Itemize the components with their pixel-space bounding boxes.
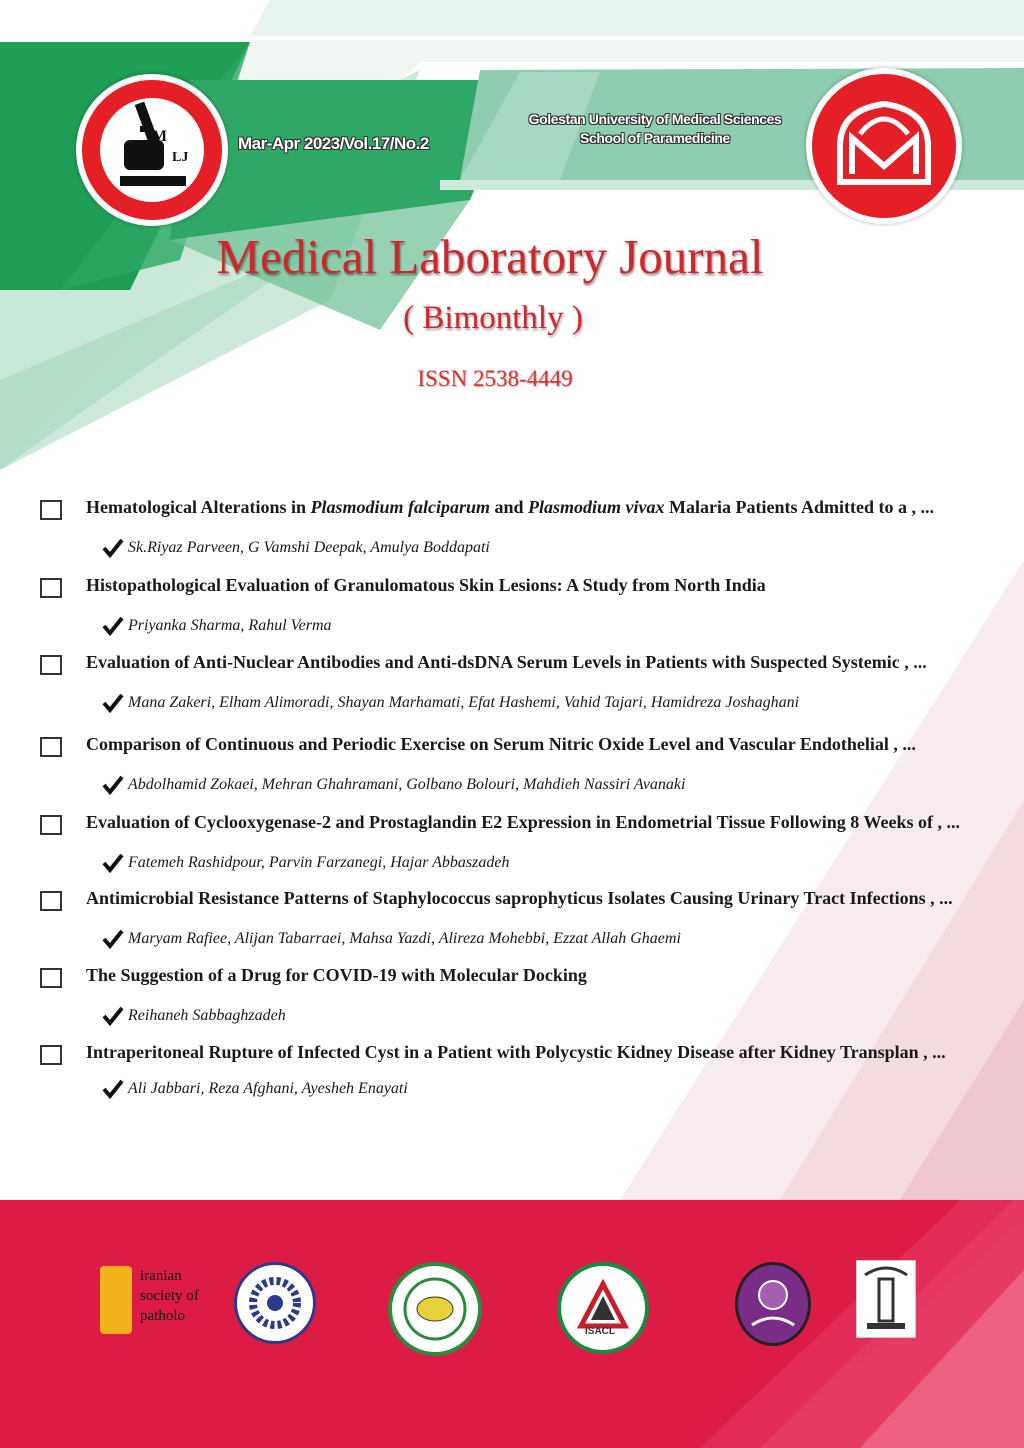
checkmark-icon bbox=[102, 1079, 124, 1099]
article-authors: Fatemeh Rashidpour, Parvin Farzanegi, Hajar Abbaszadeh bbox=[128, 854, 510, 871]
article-title[interactable]: The Suggestion of a Drug for COVID-19 with Molecular Docking bbox=[86, 965, 587, 985]
article-authors: Reihaneh Sabbaghzadeh bbox=[128, 1007, 286, 1024]
parasitology-society-logo bbox=[234, 1262, 316, 1344]
article-authors: Priyanka Sharma, Rahul Verma bbox=[128, 617, 332, 634]
checkmark-icon bbox=[102, 929, 124, 949]
microscope-icon bbox=[82, 80, 222, 220]
checkmark-icon bbox=[102, 1006, 124, 1026]
checkmark-icon bbox=[102, 693, 124, 713]
article-authors: Mana Zakeri, Elham Alimoradi, Shayan Marhamati, Efat Hashemi, Vahid Tajari, Hamidreza Joshaghani bbox=[128, 694, 800, 711]
school-name: School of Paramedicine bbox=[580, 130, 730, 146]
article-title[interactable]: Antimicrobial Resistance Patterns of Staphylococcus saprophyticus Isolates Causing Urinary Tract Infections , ... bbox=[86, 888, 953, 908]
society-text-line2: society of bbox=[140, 1288, 199, 1304]
checkmark-icon bbox=[102, 616, 124, 636]
society-text-line3: patholo bbox=[140, 1308, 185, 1324]
scientific-society-logo bbox=[388, 1262, 482, 1356]
triangle-emblem-icon bbox=[561, 1266, 645, 1350]
society-emblem-icon bbox=[100, 1266, 132, 1334]
article-authors: Abdolhamid Zokaei, Mehran Ghahramani, Golbano Bolouri, Mahdieh Nassiri Avanaki bbox=[128, 776, 686, 793]
issue-info: Mar-Apr 2023/Vol.17/No.2 bbox=[238, 134, 429, 153]
cell-emblem-icon bbox=[392, 1266, 478, 1352]
article-title[interactable]: Histopathological Evaluation of Granulomatous Skin Lesions: A Study from North India bbox=[86, 575, 766, 595]
university-name: Golestan University of Medical Sciences bbox=[528, 111, 782, 127]
checkbox-icon bbox=[40, 968, 62, 988]
article-title[interactable]: Hematological Alterations in Plasmodium falciparum and Plasmodium vivax Malaria Patients Admitted to a , ... bbox=[86, 497, 935, 517]
checkbox-icon bbox=[40, 1045, 62, 1065]
checkbox-icon bbox=[40, 737, 62, 757]
article-authors: Ali Jabbari, Reza Afghani, Ayesheh Enayati bbox=[128, 1080, 408, 1097]
issn: ISSN 2538-4449 bbox=[417, 366, 573, 391]
mlj-logo bbox=[76, 74, 228, 226]
checkbox-icon bbox=[40, 891, 62, 911]
society-text-line1: iranian bbox=[140, 1268, 182, 1284]
article-authors: Maryam Rafiee, Alijan Tabarraei, Mahsa Yazdi, Alireza Mohebbi, Ezzat Allah Ghaemi bbox=[128, 930, 681, 947]
journal-subtitle: ( Bimonthly ) bbox=[403, 300, 583, 336]
checkbox-icon bbox=[40, 655, 62, 675]
column-society-logo bbox=[856, 1260, 916, 1338]
article-title[interactable]: Intraperitoneal Rupture of Infected Cyst in a Patient with Polycystic Kidney Disease after Kidney Transplan , ... bbox=[86, 1042, 946, 1062]
article-title[interactable]: Evaluation of Cyclooxygenase-2 and Prostaglandin E2 Expression in Endometrial Tissue Following 8 Weeks of , ... bbox=[86, 812, 960, 832]
checkmark-icon bbox=[102, 538, 124, 558]
isacl-logo bbox=[557, 1262, 649, 1354]
journal-title: Medical Laboratory Journal bbox=[216, 229, 764, 284]
logo-letters-lj: LJ bbox=[172, 150, 189, 165]
hacl-logo bbox=[735, 1262, 811, 1346]
checkbox-icon bbox=[40, 815, 62, 835]
isacl-label: ISACL bbox=[585, 1326, 615, 1337]
pathology-society-logo bbox=[100, 1266, 230, 1336]
article-title[interactable]: Evaluation of Anti-Nuclear Antibodies and Anti-dsDNA Serum Levels in Patients with Suspected Systemic , ... bbox=[86, 652, 927, 672]
checkbox-icon bbox=[40, 500, 62, 520]
logo-letter-m: M bbox=[152, 128, 168, 145]
checkmark-icon bbox=[102, 853, 124, 873]
article-title[interactable]: Comparison of Continuous and Periodic Exercise on Serum Nitric Oxide Level and Vascular Endothelial , ... bbox=[86, 734, 916, 754]
publisher-block bbox=[500, 110, 810, 148]
gear-emblem-icon bbox=[237, 1265, 313, 1341]
article-authors: Sk.Riyaz Parveen, G Vamshi Deepak, Amulya Boddapati bbox=[128, 539, 490, 556]
checkmark-icon bbox=[102, 775, 124, 795]
university-logo bbox=[806, 68, 962, 224]
university-emblem-icon bbox=[812, 74, 956, 218]
column-emblem-icon bbox=[857, 1261, 915, 1337]
checkbox-icon bbox=[40, 578, 62, 598]
flask-emblem-icon bbox=[738, 1265, 808, 1343]
